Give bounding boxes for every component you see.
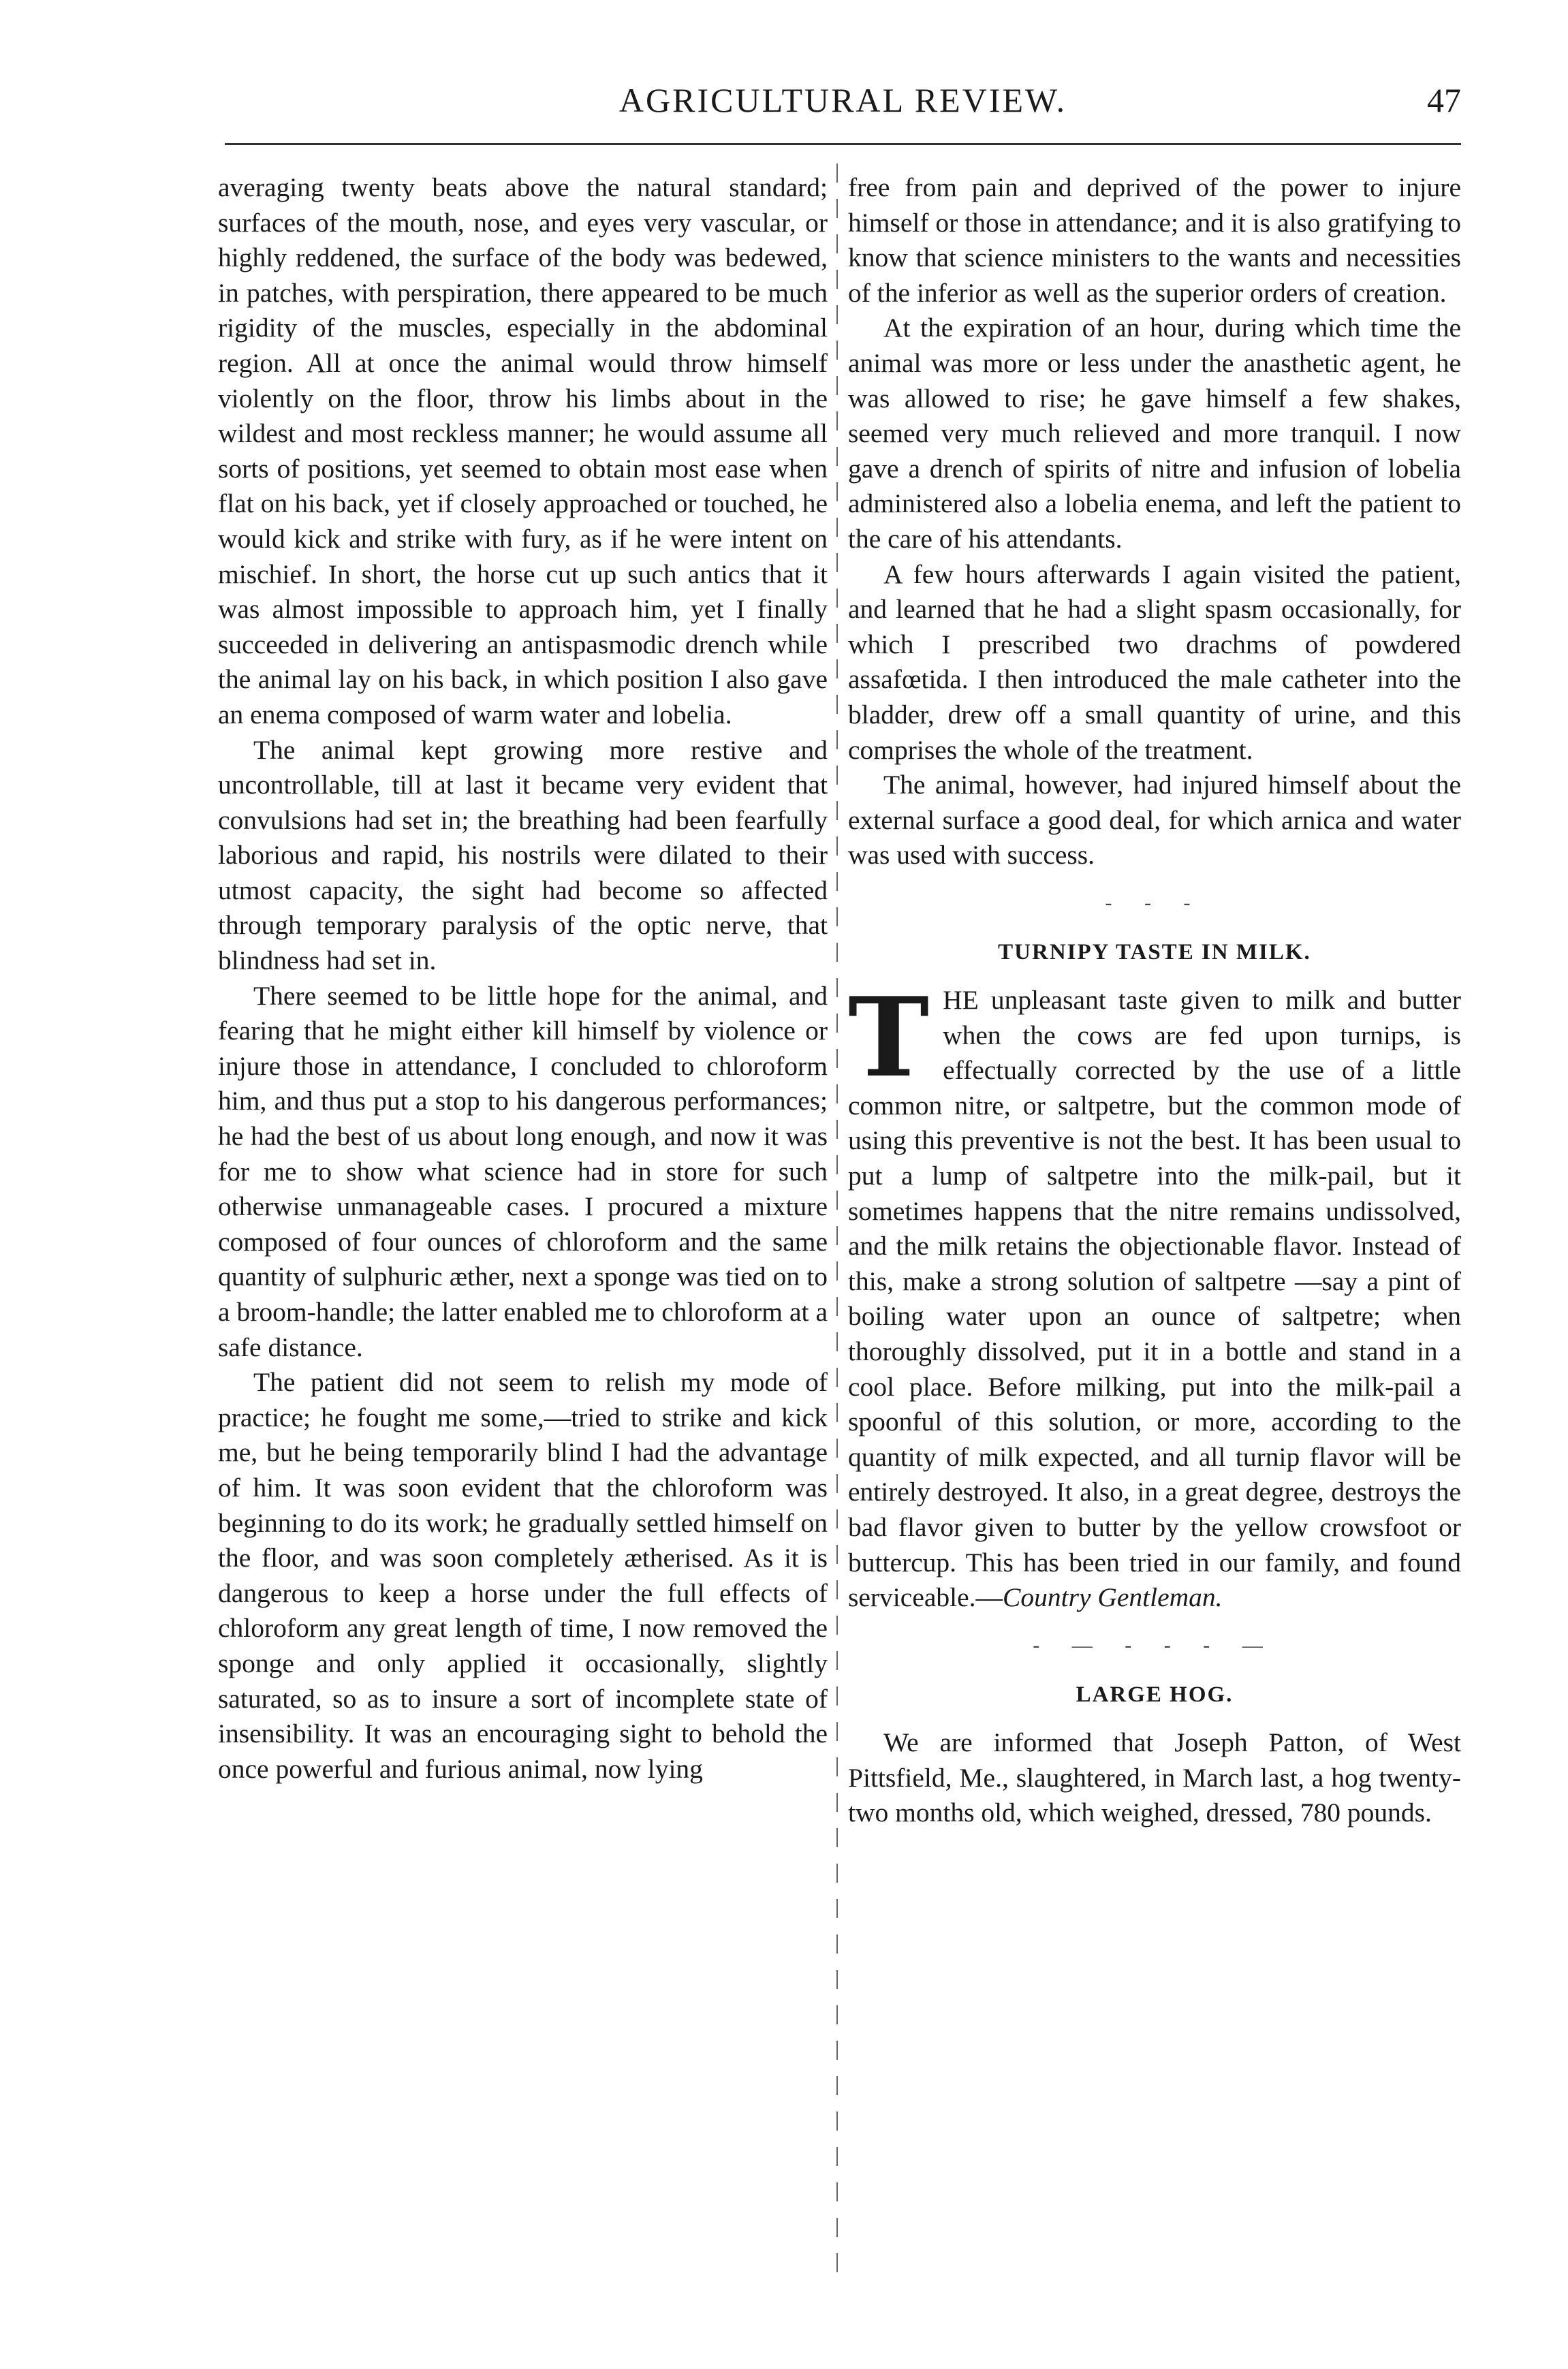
paragraph: There seemed to be little hope for the animal, and fearing that he might either kill himself by violence or injure those in attendance, I concluded to chloroform him, and thus put a stop to his dangerous performances; he had the best of us about long enough, and now it was for me to show what science had in store for such otherwise unmanageable cases. I procured a mixture composed of four ounces of chloroform and the same quantity of sulphuric æther, next a sponge was tied on to a broom-handle; the latter enabled me to chloroform at a safe distance.	[218, 980, 828, 1362]
article-title: LARGE HOG.	[1076, 1682, 1234, 1708]
margin-marks	[41, 204, 82, 2248]
paragraph: A few hours afterwards I again visited the patient, and learned that he had a slight spasm occasionally, for which I prescribed two drachms of powdered assafœtida. I then introduced the male catheter into the bladder, drew off a small quantity of urine, and this comprises the whole of the treatment.	[848, 559, 1461, 765]
running-title: AGRICULTURAL REVIEW.	[618, 81, 1067, 119]
article-body	[848, 973, 1461, 1616]
right-column	[848, 170, 1461, 1831]
article-text: HE unpleasant taste given to milk and butter when the cows are fed upon turnips, is effectually corrected by the use of a little common nitre, or saltpetre, but the common mode of using this preventive is not the best. It has been usual to put a lump of saltpetre into the milk-pail, but it sometimes happens that the nitre remains undissolved, and the milk retains the objectionable flavor. Instead of this, make a strong solution of saltpetre —say a pint of boiling water upon an ounce of saltpetre; when thoroughly dissolved, put it in a bottle and stand in a cool place. Before milking, put into the milk-pail a spoonful of this solution, or more, according to the quantity of milk expected, and all turnip flavor will be entirely destroyed. It also, in a great degree, destroys the bad flavor given to butter by the yellow crowsfoot or buttercup. This has been tried in our family, and found serviceable.—	[848, 985, 1461, 1613]
section-separator: - — - - - —	[1033, 1633, 1276, 1657]
header-rule	[225, 143, 1461, 145]
paragraph: The patient did not seem to relish my mode of practice; he fought me some,—tried to strike and kick me, but he being temporarily blind I had the advantage of him. It was soon evident that the chloroform was beginning to do its work; he gradually settled himself on the floor, and was soon completely ætherised. As it is dangerous to keep a horse under the full effects of chloroform any great length of time, I now removed the sponge and only applied it occasionally, slightly saturated, so as to insure a sort of incomplete state of insensibility. It was an encouraging sight to behold the once powerful and furious animal, now lying	[218, 1367, 828, 1784]
article-body: We are informed that Joseph Patton, of West Pittsfield, Me., slaughtered, in March last, a hog twenty-two months old, which weighed, dressed, 780 pounds.	[848, 1727, 1461, 1828]
section-separator: - - -	[1105, 891, 1204, 914]
paragraph: averaging twenty beats above the natural standard; surfaces of the mouth, nose, and eyes very vascular, or highly reddened, the surface of the body was bedewed, in patches, with perspiration, there appeared to be much rigidity of the muscles, especially in the abdominal region. All at once the animal would throw himself violently on the floor, throw his limbs about in the wildest and most reckless manner; he would assume all sorts of positions, yet seemed to obtain most ease when flat on his back, yet if closely approached or touched, he would kick and strike with fury, as if he were intent on mischief. In short, the horse cut up such antics that it was almost impossible to approach him, yet I finally succeeded in delivering an antispasmodic drench while the animal lay on his back, in which position I also gave an enema composed of warm water and lobelia.	[218, 172, 828, 729]
page-number: 47	[1427, 81, 1461, 119]
column-divider	[836, 163, 838, 2289]
paragraph: The animal kept growing more restive and uncontrollable, till at last it became very evident that convulsions had set in; the breathing had been fearfully laborious and rapid, his nostrils were dilated to their utmost capacity, the sight had become so affected through temporary paralysis of the optic nerve, that blindness had set in.	[218, 734, 828, 976]
drop-cap: T	[848, 973, 930, 1102]
article-source: Country Gentleman.	[1003, 1582, 1223, 1613]
left-column	[218, 170, 828, 1787]
paragraph: At the expiration of an hour, during which time the animal was more or less under the anasthetic agent, he was allowed to rise; he gave himself a few shakes, seemed very much relieved and more tranquil. I now gave a drench of spirits of nitre and infusion of lobelia administered also a lobelia enema, and left the patient to the care of his attendants.	[848, 313, 1461, 554]
paragraph: free from pain and deprived of the power to injure himself or those in attendance; and it is also gratifying to know that science ministers to the wants and necessities of the inferior as well as the superior orders of creation.	[848, 172, 1461, 308]
article-title: TURNIPY TASTE IN MILK.	[998, 940, 1311, 965]
paragraph: The animal, however, had injured himself about the external surface a good deal, for which arnica and water was used with success.	[848, 770, 1461, 870]
page-header	[225, 80, 1461, 142]
